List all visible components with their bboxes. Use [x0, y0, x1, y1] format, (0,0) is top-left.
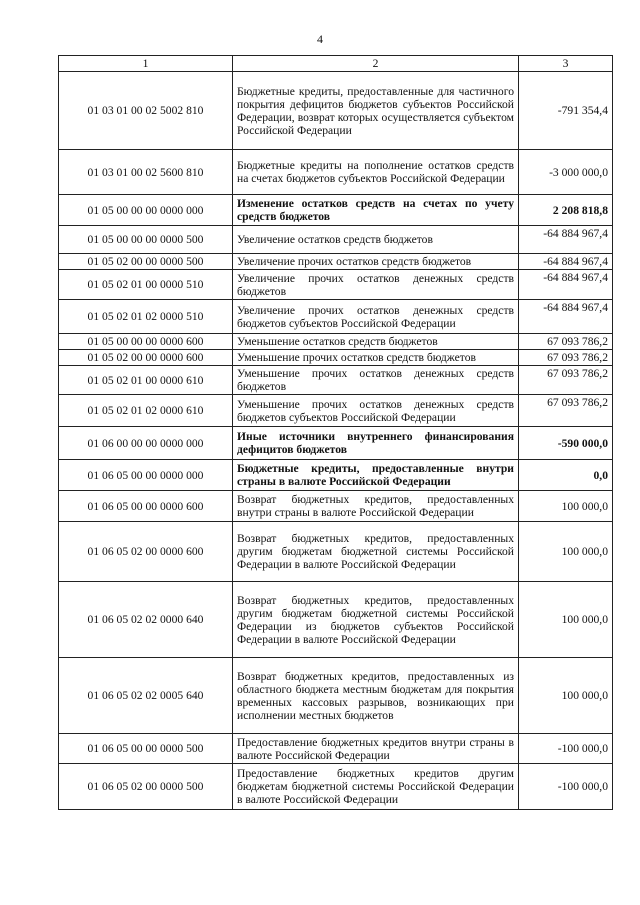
amount-cell: 2 208 818,8: [519, 195, 613, 226]
table-row: [59, 72, 613, 150]
description-cell: Бюджетные кредиты, предоставленные внутри страны в валюте Российской Федерации: [233, 460, 519, 491]
amount-cell: -590 000,0: [519, 427, 613, 460]
budget-code-cell: 01 05 02 00 00 0000 500: [59, 254, 233, 270]
amount-cell: -64 884 967,4: [519, 254, 613, 270]
description-cell: Предоставление бюджетных кредитов внутри страны в валюте Российской Федерации: [233, 734, 519, 764]
table-row: [59, 270, 613, 300]
table-row: [59, 460, 613, 491]
table-row: [59, 300, 613, 334]
description-cell: Уменьшение прочих остатков денежных средств бюджетов: [233, 366, 519, 395]
budget-code-cell: 01 06 05 02 02 0005 640: [59, 658, 233, 734]
budget-code-cell: 01 05 02 01 02 0000 610: [59, 395, 233, 427]
description-cell: Бюджетные кредиты на пополнение остатков средств на счетах бюджетов субъектов Российской Федерации: [233, 150, 519, 195]
budget-code-cell: 01 05 00 00 00 0000 000: [59, 195, 233, 226]
description-cell: Иные источники внутреннего финансирования дефицитов бюджетов: [233, 427, 519, 460]
amount-cell: 67 093 786,2: [519, 366, 613, 395]
table-body: [59, 72, 613, 810]
description-cell: Возврат бюджетных кредитов, предоставленных другим бюджетам бюджетной системы Российской Федерации в валюте Российской Федерации: [233, 522, 519, 582]
amount-cell: -791 354,4: [519, 72, 613, 150]
budget-code-cell: 01 06 05 00 00 0000 600: [59, 491, 233, 522]
amount-cell: 0,0: [519, 460, 613, 491]
table-row: [59, 582, 613, 658]
budget-code-cell: 01 06 05 02 00 0000 500: [59, 764, 233, 810]
description-cell: Уменьшение прочих остатков средств бюджетов: [233, 350, 519, 366]
description-cell: Возврат бюджетных кредитов, предоставленных внутри страны в валюте Российской Федерации: [233, 491, 519, 522]
budget-code-cell: 01 05 00 00 00 0000 600: [59, 334, 233, 350]
budget-code-cell: 01 03 01 00 02 5002 810: [59, 72, 233, 150]
budget-code-cell: 01 05 02 01 00 0000 610: [59, 366, 233, 395]
budget-code-cell: 01 06 05 02 02 0000 640: [59, 582, 233, 658]
table-row: [59, 395, 613, 427]
table-header-row: [59, 56, 613, 72]
amount-cell: 100 000,0: [519, 522, 613, 582]
page-number: 4: [317, 32, 323, 46]
table-row: [59, 427, 613, 460]
header-column-3: 3: [519, 56, 613, 72]
amount-cell: -100 000,0: [519, 734, 613, 764]
budget-code-cell: 01 06 05 02 00 0000 600: [59, 522, 233, 582]
table-row: [59, 150, 613, 195]
amount-cell: -64 884 967,4: [519, 226, 613, 254]
amount-cell: 100 000,0: [519, 491, 613, 522]
amount-cell: -3 000 000,0: [519, 150, 613, 195]
amount-cell: 100 000,0: [519, 582, 613, 658]
budget-code-cell: 01 05 02 01 00 0000 510: [59, 270, 233, 300]
budget-code-cell: 01 05 02 01 02 0000 510: [59, 300, 233, 334]
budget-code-cell: 01 06 00 00 00 0000 000: [59, 427, 233, 460]
description-cell: Уменьшение остатков средств бюджетов: [233, 334, 519, 350]
description-cell: Возврат бюджетных кредитов, предоставленных другим бюджетам бюджетной системы Российской Федерации из бюджетов субъектов Российской Федерации в валюте Российской Федерации: [233, 582, 519, 658]
header-column-2: 2: [233, 56, 519, 72]
table-row: [59, 491, 613, 522]
table-row: [59, 734, 613, 764]
description-cell: Бюджетные кредиты, предоставленные для частичного покрытия дефицитов бюджетов субъектов Российской Федерации, возврат которых осуществляется субъектом Российской Федерации: [233, 72, 519, 150]
description-cell: Возврат бюджетных кредитов, предоставленных из областного бюджета местным бюджетам для покрытия временных кассовых разрывов, возникающих при исполнении местных бюджетов: [233, 658, 519, 734]
budget-code-cell: 01 06 05 00 00 0000 500: [59, 734, 233, 764]
amount-cell: -64 884 967,4: [519, 270, 613, 300]
description-cell: Уменьшение прочих остатков денежных средств бюджетов субъектов Российской Федерации: [233, 395, 519, 427]
amount-cell: 100 000,0: [519, 658, 613, 734]
table-row: [59, 366, 613, 395]
amount-cell: 67 093 786,2: [519, 334, 613, 350]
table-row: [59, 350, 613, 366]
amount-cell: 67 093 786,2: [519, 350, 613, 366]
amount-cell: -100 000,0: [519, 764, 613, 810]
table-row: [59, 254, 613, 270]
table-row: [59, 658, 613, 734]
budget-code-cell: 01 03 01 00 02 5600 810: [59, 150, 233, 195]
budget-sources-table: [58, 55, 613, 810]
description-cell: Предоставление бюджетных кредитов другим бюджетам бюджетной системы Российской Федерации в валюте Российской Федерации: [233, 764, 519, 810]
description-cell: Увеличение остатков средств бюджетов: [233, 226, 519, 254]
table-row: [59, 226, 613, 254]
header-column-1: 1: [59, 56, 233, 72]
amount-cell: -64 884 967,4: [519, 300, 613, 334]
budget-code-cell: 01 05 02 00 00 0000 600: [59, 350, 233, 366]
description-cell: Увеличение прочих остатков средств бюджетов: [233, 254, 519, 270]
description-cell: Увеличение прочих остатков денежных средств бюджетов субъектов Российской Федерации: [233, 300, 519, 334]
description-cell: Изменение остатков средств на счетах по учету средств бюджетов: [233, 195, 519, 226]
table-row: [59, 334, 613, 350]
table-row: [59, 522, 613, 582]
amount-cell: 67 093 786,2: [519, 395, 613, 427]
budget-code-cell: 01 05 00 00 00 0000 500: [59, 226, 233, 254]
table-row: [59, 195, 613, 226]
budget-code-cell: 01 06 05 00 00 0000 000: [59, 460, 233, 491]
table-row: [59, 764, 613, 810]
description-cell: Увеличение прочих остатков денежных средств бюджетов: [233, 270, 519, 300]
